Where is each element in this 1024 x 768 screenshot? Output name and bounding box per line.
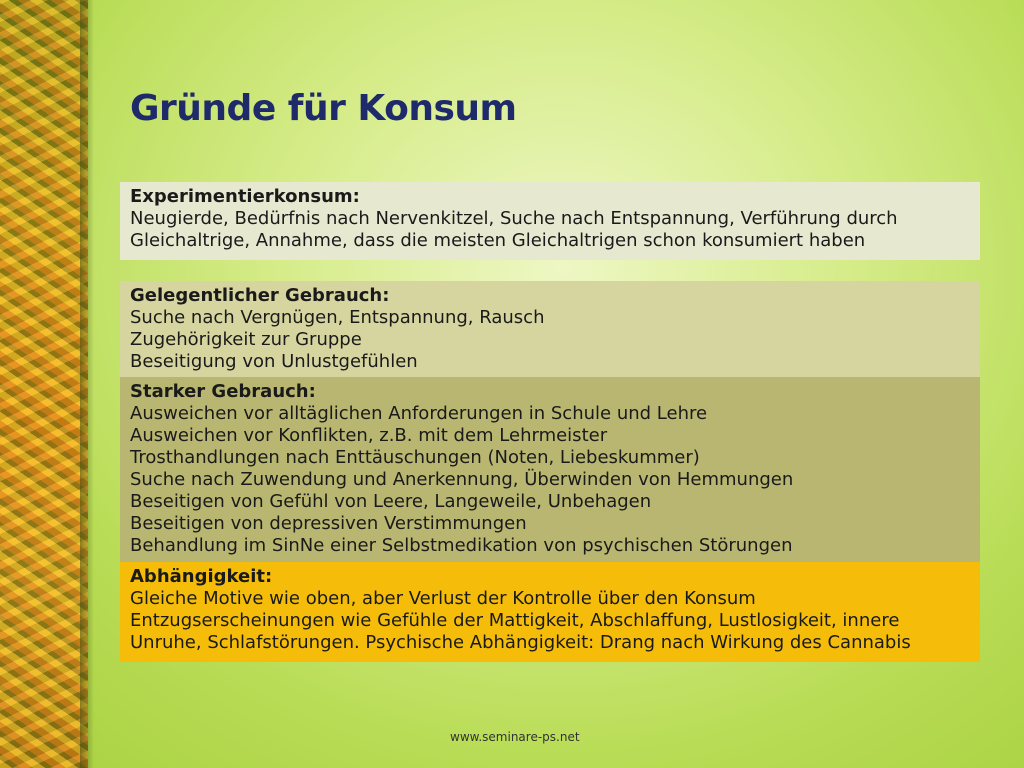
decorative-leaf-strip: [0, 0, 88, 768]
section-line: Trosthandlungen nach Enttäuschungen (Noten, Liebeskummer): [130, 447, 700, 468]
section-heading: Starker Gebrauch:: [130, 381, 316, 402]
section-line: Ausweichen vor Konflikten, z.B. mit dem Lehrmeister: [130, 425, 608, 446]
section-starker-gebrauch: [120, 377, 980, 562]
section-line: Ausweichen vor alltäglichen Anforderungen in Schule und Lehre: [130, 403, 708, 424]
section-line: Neugierde, Bedürfnis nach Nervenkitzel, Suche nach Entspannung, Verführung durch: [130, 208, 898, 229]
section-heading: Abhängigkeit:: [130, 566, 273, 587]
section-line: Suche nach Vergnügen, Entspannung, Rausch: [130, 307, 545, 328]
section-gelegentlicher-gebrauch: [120, 281, 980, 377]
section-line: Suche nach Zuwendung und Anerkennung, Überwinden von Hemmungen: [130, 469, 794, 490]
section-heading: Experimentierkonsum:: [130, 186, 360, 207]
section-heading: Gelegentlicher Gebrauch:: [130, 285, 390, 306]
leaf-strip-edge: [80, 0, 94, 768]
section-line: Beseitigen von depressiven Verstimmungen: [130, 513, 527, 534]
footer-url: www.seminare-ps.net: [450, 730, 580, 744]
section-experimentierkonsum: [120, 182, 980, 260]
section-line: Behandlung im SinNe einer Selbstmedikation von psychischen Störungen: [130, 535, 793, 556]
section-abhaengigkeit: [120, 562, 980, 662]
section-line: Beseitigung von Unlustgefühlen: [130, 351, 418, 372]
section-line: Beseitigen von Gefühl von Leere, Langeweile, Unbehagen: [130, 491, 652, 512]
section-line: Unruhe, Schlafstörungen. Psychische Abhängigkeit: Drang nach Wirkung des Cannabis: [130, 632, 911, 653]
section-line: Gleichaltrige, Annahme, dass die meisten Gleichaltrigen schon konsumiert haben: [130, 230, 866, 251]
section-line: Gleiche Motive wie oben, aber Verlust der Kontrolle über den Konsum: [130, 588, 756, 609]
section-line: Zugehörigkeit zur Gruppe: [130, 329, 362, 350]
section-line: Entzugserscheinungen wie Gefühle der Mattigkeit, Abschlaffung, Lustlosigkeit, innere: [130, 610, 900, 631]
slide-title: Gründe für Konsum: [130, 88, 517, 129]
